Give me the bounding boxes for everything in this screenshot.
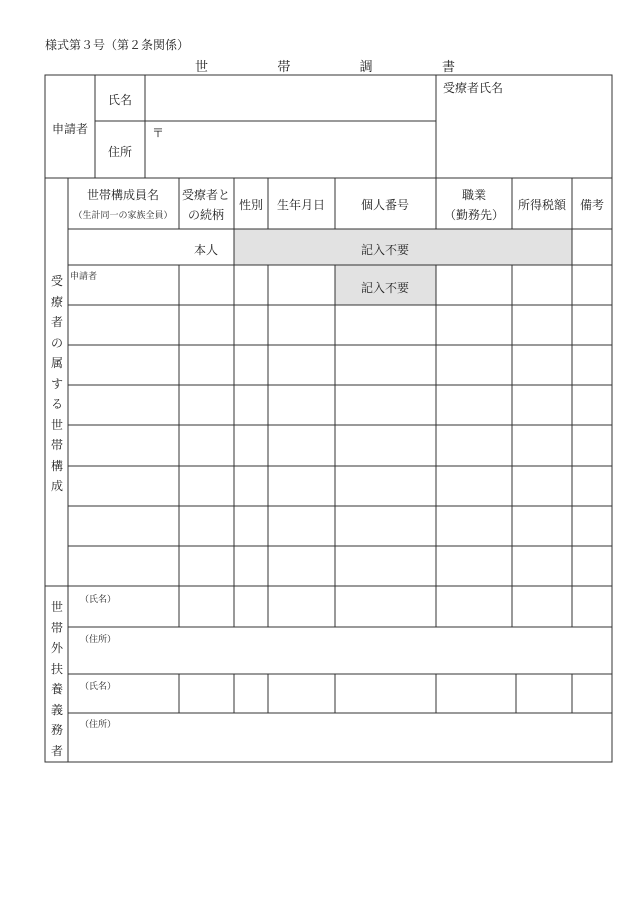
applicant-name-field[interactable] (146, 76, 435, 120)
outside-name-label-2: （氏名） (80, 682, 117, 692)
header-remarks: 備考 (579, 198, 605, 212)
self-relation-cell: 本人 (193, 243, 219, 257)
applicant-not-required-cell: 記入不要 (360, 281, 410, 295)
outside-address-label-2: （住所） (80, 720, 117, 730)
header-income-tax: 所得税額 (517, 198, 567, 212)
title-char: 帯 (277, 60, 291, 75)
name-label: 氏名 (108, 93, 133, 107)
header-relation-line1: 受療者と (181, 188, 231, 202)
postal-mark: 〒 (152, 126, 165, 140)
applicant-section-label: 申請者 (52, 122, 89, 136)
header-personal-number: 個人番号 (360, 198, 410, 212)
applicant-address-field[interactable] (164, 122, 435, 177)
header-sex: 性別 (238, 198, 264, 212)
header-birth-date: 生年月日 (276, 198, 326, 212)
header-occupation: 職業 (461, 188, 487, 202)
recipient-name-label: 受療者氏名 (443, 81, 504, 95)
applicant-row-label: 申請者 (70, 272, 98, 282)
address-label: 住所 (108, 145, 133, 159)
header-workplace: （勤務先） (443, 208, 505, 222)
household-vertical-label: 受 療 者 の 属 す る 世 帯 構 成 (50, 274, 63, 493)
outside-name-label-1: （氏名） (80, 595, 117, 605)
header-member-name-note: （生計同一の家族全員） (73, 211, 173, 221)
recipient-name-field[interactable] (437, 96, 611, 177)
outside-address-label-1: （住所） (80, 635, 117, 645)
form-number-label: 様式第３号（第２条関係） (45, 38, 190, 52)
header-relation-line2: の続柄 (187, 208, 225, 222)
outside-vertical-label: 世 帯 外 扶 養 義 務 者 (50, 600, 63, 758)
title-char: 書 (441, 60, 455, 75)
self-not-required-cell: 記入不要 (360, 243, 410, 257)
title-char: 世 (195, 60, 209, 75)
title-char: 調 (359, 60, 373, 75)
header-member-name: 世帯構成員名 (86, 188, 160, 202)
